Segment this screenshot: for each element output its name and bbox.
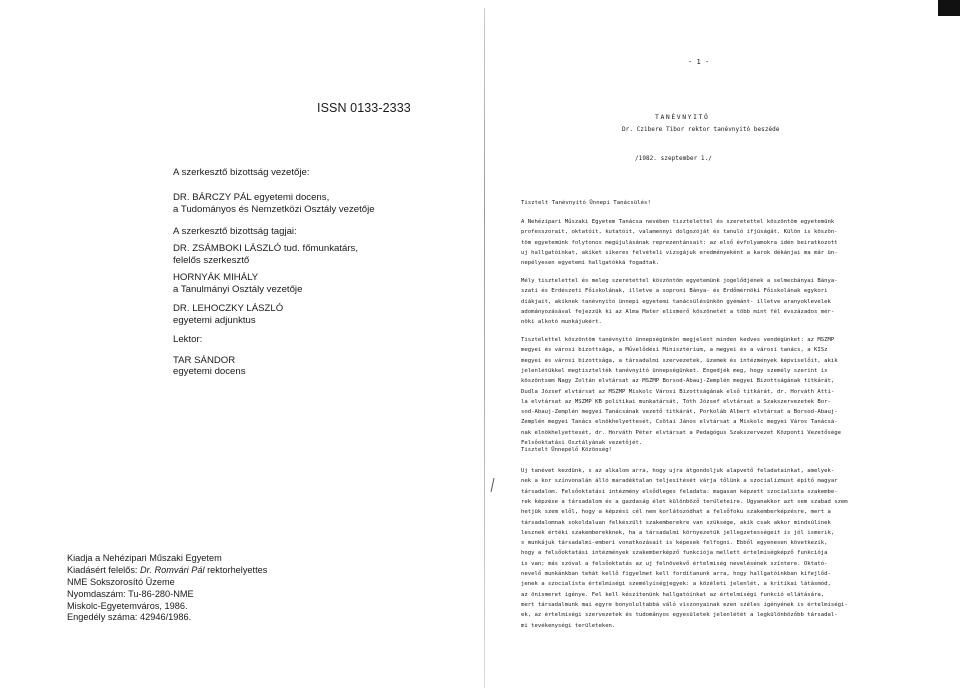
- editorial-line: A szerkesztő bizottság tagjai:: [173, 226, 297, 237]
- paragraph-line: adományozásával fejezzük ki az Alma Mater elismerő köszönetét a több mint fél évszázados mér-: [521, 308, 835, 315]
- editorial-line: A szerkesztő bizottság vezetője:: [173, 167, 310, 178]
- paragraph-line: nek a kor színvonalán álló maradéktalan teljesítését várja tőlünk a szocializmust építő magyar: [521, 478, 838, 485]
- imprint-responsible-name: Dr. Romvári Pál: [140, 565, 205, 575]
- page-number: - 1 -: [688, 58, 710, 66]
- speech-title: TANÉVNYITÓ: [655, 113, 710, 121]
- paragraph-line: diákjait, akiknek tanévnyitó ünnepi egyetemi tanácsülésünkön gyémánt- illetve aranyoklevelek: [521, 298, 831, 305]
- editorial-line: Lektor:: [173, 334, 203, 345]
- paragraph-line: A Nehézipari Műszaki Egyetem Tanácsa nevében tisztelettel és szeretettel köszöntöm egyetemünk: [521, 219, 835, 225]
- imprint-permit: Engedély száma: 42946/1986.: [67, 612, 192, 622]
- paragraph-line: nevelő munkánkban tehát kellő figyelmet kell fordítanunk arra, hogy hallgatóinkban kifejlőd-: [521, 571, 831, 577]
- paragraph-line: nepélyesen egyetemi hallgatókká fogadtak.: [521, 260, 660, 267]
- speech-date: /1982. szeptember 1./: [635, 155, 712, 162]
- editorial-line: a Tanulmányi Osztály vezetője: [173, 284, 303, 295]
- paragraph-line: hetjük szem elől, hogy a képzési cél nem korlátozódhat a felsőfoku szakemberképzésre, mert a: [521, 509, 831, 516]
- paragraph-line: köszöntsem Nagy Zoltán elvtársat az MSZMP Borsod-Abauj-Zemplén megyei Bizottságának titkárát,: [521, 378, 835, 385]
- paragraph-line: társadalom. Felsőoktatási intézmény elsődleges feladata: magasan képzett szocialista szakembe-: [521, 488, 838, 495]
- editorial-line: egyetemi adjunktus: [173, 315, 256, 326]
- paragraph-line: nak elnökhelyettesét, dr. Horváth Péter elvtársat a Pedagógus Szakszervezet Központi Vezetősége: [521, 429, 841, 436]
- paragraph-line: mert társadalmunk mai egyre bonyolultabbá váló viszonyainak ezen széles igényének is értelmiségi-: [521, 601, 848, 608]
- paragraph-line: hogy a felsőoktatási intézmények szakemberképző funkciója mellett értelmiségképző funkciója: [521, 550, 828, 557]
- editorial-line: a Tudományos és Nemzetközi Osztály vezetője: [173, 204, 375, 215]
- imprint-city-year: Miskolc-Egyetemváros, 1986.: [67, 601, 188, 611]
- editorial-line: TAR SÁNDOR: [173, 355, 236, 366]
- paragraph-line: s munkájuk társadalmi-emberi vonatkozásait is képesek felfogni. Ebből egyenesen következik,: [521, 540, 828, 547]
- paragraph-line: jelenlétükkel megtisztelték tanévnyitó ünnepségünket. Engedjék meg, hogy személy szerint is: [521, 367, 828, 374]
- paragraph-line: uj hallgatóinkat, akiket sikeres felvételi vizsgájuk eredményeként a karok dékánjai ma már ün-: [521, 249, 838, 256]
- editorial-line: DR. LEHOCZKY LÁSZLÓ: [173, 303, 284, 314]
- paragraph-line: szati és Erdészeti Főiskolának, illetve a soproni Bánya- és Erdőmérnöki Főiskolának egykori: [521, 288, 828, 295]
- paragraph-line: megyei és városi bizottsága, a társadalmi szervezetek, üzemek és intézmények képviselőit, akik: [521, 357, 838, 364]
- paragraph-line: la elvtársat az MSZMP KB politikai munkatársát, Tóth József elvtársat a Szakszervezetek Bor-: [521, 398, 831, 405]
- speech-subtitle: Dr. Czibere Tibor rektor tanévnyitó beszéde: [622, 126, 780, 133]
- paragraph-line: Zemplén megyei Tanács elnökhelyettesét, Csötai János elvtársat a Miskolc megyei Város Tanácsá-: [521, 419, 838, 426]
- paragraph-line: mi tevékenységi területeken.: [521, 622, 616, 629]
- editorial-line: HORNYÁK MIHÁLY: [173, 272, 259, 283]
- paragraph-line: töm egyetemünk folytonos megújulásának reprezentánsait: az első évfolyamokra idén beiratkozott: [521, 239, 838, 246]
- salutation: Tisztelt Tanévnyitó Ünnepi Tanácsülés!: [521, 200, 651, 206]
- imprint-responsible-prefix: Kiadásért felelős:: [67, 565, 141, 575]
- paragraph-line: Mély tisztelettel és meleg szeretettel köszöntöm egyetemünk jogelődjének a selmecbányai Bánya-: [521, 278, 838, 284]
- paragraph-line: Tisztelt Ünnepélő Közönség!: [521, 447, 612, 453]
- paragraph-line: Tisztelettel köszöntöm tanévnyitó ünnepségünkön megjelent minden kedves vendégünket: az MSZMP: [521, 337, 835, 343]
- paragraph-line: társadalomnak sokoldaluan felkészült szakemberekre van szüksége, akik csak akkor mindsúlinek: [521, 519, 831, 526]
- paragraph-line: nöki alkotó munkájukért.: [521, 319, 602, 326]
- paragraph-line: is van; más szóval a felsőoktatás az uj felnövekvő értelmiség nevelésének színtere. Oktató-: [521, 560, 828, 567]
- paragraph-line: Felsőoktatási Osztályának vezetőjét.: [521, 440, 643, 446]
- issn-number: ISSN 0133-2333: [317, 101, 411, 115]
- paragraph-line: Uj tanévet kezdünk, s az alkalom arra, hogy ujra átgondoljuk alapvető feladatainkat, amelyek-: [521, 468, 835, 474]
- editorial-line: felelős szerkesztő: [173, 255, 250, 266]
- paragraph-line: professzorait, oktatóit, kutatóit, valamennyi dolgozóját és tanuló ifjúságát. Külön is köszön-: [521, 229, 838, 236]
- paragraph-line: az önismeret igénye. Fel kell készítenünk hallgatóinkat az értelmiségi funkció ellátására,: [521, 591, 825, 598]
- paragraph-line: megyei és városi bizottsága, a Művelődési Minisztérium, a megyei és a városi tanács, a KISz: [521, 347, 828, 354]
- imprint-print-number: Nyomdaszám: Tu-86-280-NME: [67, 589, 194, 599]
- paragraph-line: lesznek értéki szakemberekknek, ha a társadalmi környezetük jellegzetességeit is jól ismerik,: [521, 529, 835, 536]
- paragraph-line: jenek a szocialista értelmiségi személyiségjegyek: a közéleti jelenlét, a kritikai látásmód,: [521, 581, 831, 588]
- paragraph-line: sod-Abauj-Zemplén megyei Tanácsának vezető titkárát, Porkoláb Albert elvtársat a Borsod-Abauj-: [521, 409, 838, 416]
- paragraph-line: ek, az értelmiségi szervezetek és tudományos egyesületek jelenlétét a legkülönbözőbb társadal-: [521, 612, 838, 619]
- imprint-publisher: Kiadja a Nehézipari Műszaki Egyetem: [67, 553, 222, 563]
- imprint-print-shop: NME Sokszorosító Üzeme: [67, 577, 175, 587]
- paragraph-line: rek képzése a társadalom és a gazdaság élet különböző területeire. Ugyanakkor azt sem szabad szem: [521, 498, 848, 505]
- imprint-responsible: [67, 565, 267, 575]
- imprint-responsible-suffix: rektorhelyettes: [204, 565, 268, 575]
- paragraph-line: Dudla József elvtársat az MSZMP Miskolc Városi Bizottságának első titkárát, dr. Horváth Atti-: [521, 388, 835, 395]
- right-page: [485, 0, 960, 695]
- editorial-line: egyetemi docens: [173, 366, 246, 377]
- editorial-line: DR. BÁRCZY PÁL egyetemi docens,: [173, 192, 330, 203]
- editorial-line: DR. ZSÁMBOKI LÁSZLÓ tud. főmunkatárs,: [173, 243, 359, 254]
